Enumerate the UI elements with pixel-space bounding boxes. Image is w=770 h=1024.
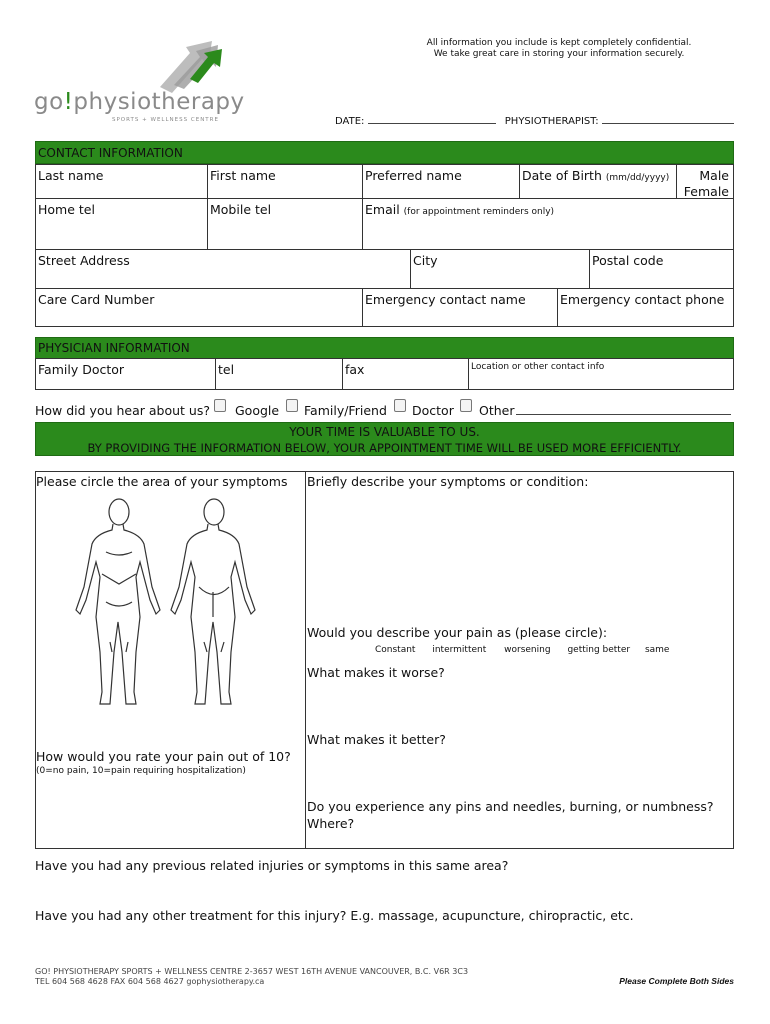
postal-code-label: Postal code <box>592 253 664 268</box>
pain-rating-label: How would you rate your pain out of 10? <box>36 749 291 764</box>
physiotherapist-label: PHYSIOTHERAPIST: <box>504 116 599 127</box>
worse-area[interactable] <box>307 682 731 730</box>
email-label: Email <box>365 202 400 217</box>
pain-option-worsening[interactable]: worsening <box>504 645 551 655</box>
pain-option-getting-better[interactable]: getting better <box>567 645 631 655</box>
emergency-name-label: Emergency contact name <box>365 292 526 307</box>
logo <box>30 35 245 130</box>
logo-go: go <box>34 89 64 115</box>
first-name-label: First name <box>210 168 276 183</box>
sex-field[interactable] <box>676 164 734 199</box>
time-valuable-banner <box>35 422 734 456</box>
date-label: DATE: <box>335 116 365 127</box>
doctor-label: Doctor <box>412 403 454 418</box>
footer-contact: TEL 604 568 4628 FAX 604 568 4627 gophysiotherapy.ca <box>35 977 265 986</box>
previous-injuries-answer[interactable] <box>35 876 734 904</box>
logo-arrow-icon <box>150 35 230 95</box>
last-name-field[interactable] <box>35 164 208 199</box>
pins-where-label: Where? <box>307 816 355 831</box>
mobile-tel-field[interactable] <box>207 198 363 250</box>
care-card-field[interactable] <box>35 288 363 327</box>
other-treatment-answer[interactable] <box>35 926 734 962</box>
emergency-phone-label: Emergency contact phone <box>560 292 725 307</box>
female-option[interactable]: Female <box>683 184 729 199</box>
family-friend-checkbox[interactable] <box>286 399 298 412</box>
describe-area[interactable] <box>307 492 731 620</box>
preferred-name-label: Preferred name <box>365 168 462 183</box>
city-label: City <box>413 253 438 268</box>
physician-tel-field[interactable] <box>215 358 343 390</box>
postal-code-field[interactable] <box>589 249 734 289</box>
better-label: What makes it better? <box>307 732 446 747</box>
worse-label: What makes it worse? <box>307 665 445 680</box>
pain-rating-note: (0=no pain, 10=pain requiring hospitalization) <box>36 766 246 776</box>
google-label: Google <box>235 403 280 418</box>
street-address-field[interactable] <box>35 249 411 289</box>
body-diagram[interactable] <box>66 492 276 712</box>
home-tel-label: Home tel <box>38 202 95 217</box>
physician-fax-field[interactable] <box>342 358 469 390</box>
complete-both-sides-note: Please Complete Both Sides <box>619 976 734 986</box>
pain-type-label: Would you describe your pain as (please circle): <box>307 625 608 640</box>
male-option[interactable]: Male <box>699 168 729 183</box>
logo-tagline: SPORTS + WELLNESS CENTRE <box>112 117 219 123</box>
emergency-phone-field[interactable] <box>557 288 734 327</box>
city-field[interactable] <box>410 249 590 289</box>
first-name-field[interactable] <box>207 164 363 199</box>
describe-label: Briefly describe your symptoms or condition: <box>307 474 589 489</box>
home-tel-field[interactable] <box>35 198 208 250</box>
physician-fax-label: fax <box>345 362 365 377</box>
other-treatment-question: Have you had any other treatment for this injury? E.g. massage, acupuncture, chiropractic, etc. <box>35 908 634 923</box>
date-field[interactable] <box>368 113 496 124</box>
pain-option-same[interactable]: same <box>644 645 670 655</box>
contact-heading: CONTACT INFORMATION <box>35 141 734 164</box>
google-checkbox[interactable] <box>214 399 226 412</box>
symptoms-divider <box>305 471 306 849</box>
date-of-birth-field[interactable] <box>519 164 677 199</box>
pain-option-constant[interactable]: Constant <box>375 645 416 655</box>
better-area[interactable] <box>307 750 731 796</box>
other-checkbox[interactable] <box>460 399 472 412</box>
confidential-line-2: We take great care in storing your information securely. <box>433 49 685 59</box>
circle-area-label: Please circle the area of your symptoms <box>36 474 288 489</box>
banner-line-1: YOUR TIME IS VALUABLE TO US. <box>289 425 480 439</box>
email-note: (for appointment reminders only) <box>403 207 555 217</box>
physician-tel-label: tel <box>218 362 235 377</box>
emergency-name-field[interactable] <box>362 288 558 327</box>
physician-location-field[interactable] <box>468 358 734 390</box>
other-field[interactable] <box>516 414 731 415</box>
physician-location-label: Location or other contact info <box>471 362 605 372</box>
pins-needles-label: Do you experience any pins and needles, burning, or numbness? <box>307 799 714 814</box>
last-name-label: Last name <box>38 168 104 183</box>
mobile-tel-label: Mobile tel <box>210 202 272 217</box>
banner-line-2: BY PROVIDING THE INFORMATION BELOW, YOUR APPOINTMENT TIME WILL BE USED MORE EFFICIENTLY. <box>87 441 682 455</box>
preferred-name-field[interactable] <box>362 164 520 199</box>
street-address-label: Street Address <box>38 253 130 268</box>
logo-physiotherapy: physiotherapy <box>73 89 245 115</box>
confidential-line-1: All information you include is kept completely confidential. <box>426 38 692 48</box>
footer-address: GO! PHYSIOTHERAPY SPORTS + WELLNESS CENTRE 2-3657 WEST 16TH AVENUE VANCOUVER, B.C. V6R 3C3 <box>35 967 469 976</box>
pain-option-intermittent[interactable]: intermittent <box>432 645 487 655</box>
email-field[interactable] <box>362 198 734 250</box>
date-of-birth-label: Date of Birth <box>522 168 602 183</box>
logo-exclamation: ! <box>63 89 74 115</box>
physician-heading: PHYSICIAN INFORMATION <box>35 337 734 359</box>
doctor-checkbox[interactable] <box>394 399 406 412</box>
other-label: Other <box>479 403 515 418</box>
family-friend-label: Family/Friend <box>304 403 387 418</box>
date-of-birth-format: (mm/dd/yyyy) <box>605 173 670 183</box>
family-doctor-field[interactable] <box>35 358 216 390</box>
family-doctor-label: Family Doctor <box>38 362 125 377</box>
referral-question: How did you hear about us? <box>35 403 210 418</box>
previous-injuries-question: Have you had any previous related injuries or symptoms in this same area? <box>35 858 509 873</box>
care-card-label: Care Card Number <box>38 292 155 307</box>
physiotherapist-field[interactable] <box>602 113 734 124</box>
